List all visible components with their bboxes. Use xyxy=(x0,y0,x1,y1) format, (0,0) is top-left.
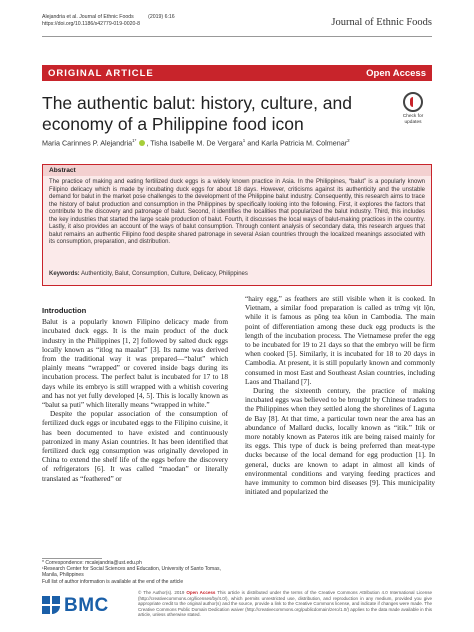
body-column-left xyxy=(42,294,228,483)
correspondence-email[interactable]: * Correspondence: mcalejandria@ust.edu.ph xyxy=(42,560,142,566)
article-type-banner xyxy=(42,65,432,81)
paragraph: Despite the popular association of the consumption of fertilized duck eggs or incubated eggs to the Filipino cuisine, it has been documented to have existed and continuously patronized in many Asian countries. It has been identified that fertilized duck egg consumption was originally developed in China to extend the shelf life of the eggs before the discovery of refrigerators [6]. It was called “maodan” or literally translated as “feathered” or xyxy=(42,409,228,483)
author-info-note: Full list of author information is available at the end of the article xyxy=(42,578,184,585)
bmc-logo-icon xyxy=(42,596,60,616)
affiliation: ¹Research Center for Social Sciences and Education, University of Santo Tomas, Manila, Philippines xyxy=(42,566,221,579)
author-list: Maria Carinnes P. Alejandria$^{1*}$ , Tisha Isabelle M. De Vergara$^1$ and Karla Patricia M. Colmenar$^2$ xyxy=(42,138,350,148)
open-access-label: Open Access xyxy=(366,67,426,79)
paragraph: “hairy egg,” as feathers are still visible when it is cooked. In Vietnam, a similar food preparation is called as trứng vịt lộn, while it is famous as pông tea kōun in Cambodia. The main point of differentiation among these duck egg products is the length of the incubation process. The Vietnamese prefer the egg to be incubated for 19 to 21 days so that the embryo will be firm when cooked [5]. Similarly, it is incubated for 18 to 20 days in Cambodia. At present, it is still popularly known and commonly consumed in most East and Southeast Asian countries, including Laos and Thailand [7]. xyxy=(245,294,435,386)
body-column-right xyxy=(245,294,435,496)
check-for-updates-badge[interactable]: Check for updates xyxy=(394,92,432,132)
keywords-label: Keywords: xyxy=(49,271,80,277)
license-text: © The Author(s). 2019 Open Access This article is distributed under the terms of the Creative Commons Attribution 4.0 International License (http://creativecommons.org/licenses/by/4.0/), which permits unrestricted use, distribution, and reproduction in any medium, provided you give appropriate credit to the original author(s) and the source, provide a link to the Creative Commons license, and indicate if changes were made. The Creative Commons Public Domain Dedication waiver (http://creativecommons.org/publicdomain/zero/1.0/) applies to the data made available in this article, unless otherwise stated. xyxy=(138,590,432,618)
paragraph: During the sixteenth century, the practice of making incubated eggs was believed to be brought by Chinese traders to the Philippines when they settled along the shorelines of Laguna de Bay [8]. At that time, a particular town near the area has an abundance of Mallard ducks, locally known as “itik.” Itik or more notably known as Pateros itik are being raised mainly for its eggs. This type of duck is being preferred than meat-type ducks because of the local demand for egg production [1]. In general, ducks are known to adapt in almost all kinds of environmental conditions and varying feeding practices and have immunity to common bird diseases [9]. This municipality initiated and popularized the xyxy=(245,386,435,497)
author-name[interactable]: Maria Carinnes P. Alejandria xyxy=(42,138,133,148)
header-divider xyxy=(42,36,432,37)
correspondence-note xyxy=(42,560,228,585)
bmc-logo-text: BMC xyxy=(64,595,109,616)
abstract-text: The practice of making and eating fertilized duck eggs is a widely known practice in Asia. In the Philippines, “balut” is a popularly known Filipino delicacy which is made by incubating duck eggs for about 18 days. However, criticisms against its authenticity and the unstable demand for balut in the market pose challenges to the development of the Philippine balut industry. Consequently, this research aims to trace the history of balut production and consumption in the Philippines by specifically looking into the following. First, it explores the factors that contribute to the discovery and patronage of balut. Second, it identifies the localities that popularized the balut industry. Third, this includes the key industries that started the large scale production of balut. Fourth, it discusses the local ways of balut-making practices in the country. Lastly, it also provides an account of the ways of balut consumption. Through content analysis of secondary data, this research argues that balut remains an authentic Filipino food despite shared patronage in several Asian countries through the localized meanings associated with its consumption, preparation, and distribution. xyxy=(49,179,425,246)
citation-year: (2019) 6:16 xyxy=(148,14,175,20)
author-name[interactable]: , Tisha Isabelle M. De Vergara xyxy=(146,138,243,148)
keywords-list: Authenticity, Balut, Consumption, Culture, Delicacy, Philippines xyxy=(79,271,248,277)
article-title: The authentic balut: history, culture, and economy of a Philippine food icon xyxy=(42,93,352,134)
bmc-logo[interactable] xyxy=(42,594,112,618)
doi-link[interactable]: https://doi.org/10.1186/s42779-019-0020-8 xyxy=(42,21,140,27)
footnote-divider xyxy=(42,558,102,559)
section-heading-introduction: Introduction xyxy=(42,306,87,315)
orcid-icon[interactable] xyxy=(139,140,145,146)
update-check-icon xyxy=(403,92,423,112)
citation-header xyxy=(42,14,175,28)
journal-name: Journal of Ethnic Foods xyxy=(331,17,432,28)
keywords xyxy=(49,271,425,277)
article-type-label: ORIGINAL ARTICLE xyxy=(48,67,154,79)
page-footer xyxy=(42,588,432,628)
paragraph: Balut is a popularly known Filipino delicacy made from incubated duck eggs. It is the main product of the duck industry in the Philippines [1, 2] followed by salted duck eggs locally known as “itlog na maalat” [3]. Its name was derived from the traditional way it was prepared—“balut” which plainly means “wrapped” or covered inside bags during its incubation process. The perfect balut is incubated for 17 to 18 days while its embryo is still wrapped with a whitish covering and has not yet fully developed [4, 5]. This is locally known as “balut sa puti” which literally means “wrapped in white.” xyxy=(42,317,228,410)
citation-authors: Alejandria et al. Journal of Ethnic Foods xyxy=(42,14,134,20)
abstract-heading: Abstract xyxy=(43,165,431,176)
abstract-box xyxy=(42,164,432,286)
author-name[interactable]: and Karla Patricia M. Colmenar xyxy=(245,138,348,148)
